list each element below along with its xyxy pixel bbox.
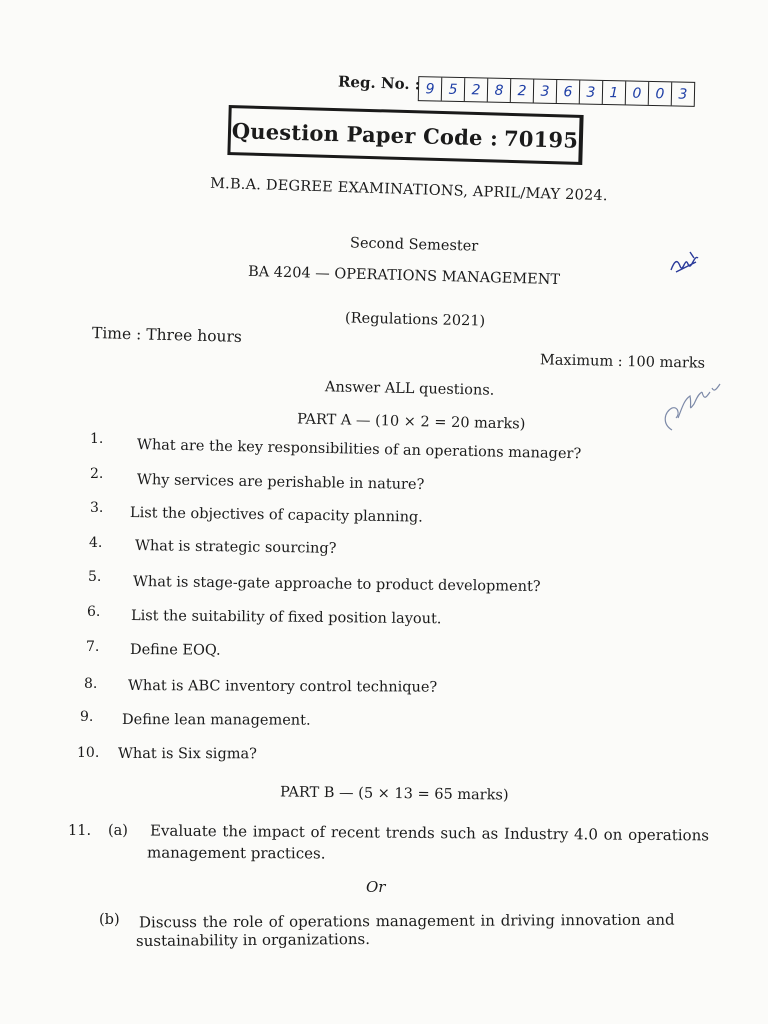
reg-no-digit: 5 — [442, 78, 465, 101]
question-number: 6. — [87, 604, 101, 620]
reg-no-digit: 2 — [465, 78, 488, 101]
question-text: List the suitability of fixed position layout. — [130, 608, 442, 628]
question-text: Define lean management. — [121, 712, 311, 729]
question-paper-code-box — [227, 105, 583, 165]
reg-no-boxes — [418, 76, 695, 107]
reg-no-label: Reg. No. : — [337, 72, 421, 94]
question-text: What is strategic sourcing? — [134, 538, 337, 557]
question-text: List the objectives of capacity planning. — [129, 505, 423, 526]
reg-no-digit: 3 — [580, 80, 603, 103]
q11a-line-1: Evaluate the impact of recent trends such as Industry 4.0 on operations — [149, 821, 710, 845]
regulations: (Regulations 2021) — [344, 310, 486, 330]
reg-no-digit: 3 — [678, 86, 688, 103]
semester: Second Semester — [349, 235, 479, 255]
question-number: 5. — [88, 569, 102, 585]
question-number: 2. — [90, 466, 104, 482]
question-number: 7. — [86, 639, 100, 655]
reg-no-digit: 0 — [626, 81, 649, 104]
handwritten-signature — [658, 378, 728, 438]
code-label: Question Paper Code : — [231, 117, 499, 151]
question-number: 8. — [84, 676, 98, 692]
instruction: Answer ALL questions. — [324, 379, 495, 399]
question-text: What is Six sigma? — [117, 746, 257, 763]
or-separator: Or — [366, 878, 386, 896]
q11a-label: (a) — [108, 823, 128, 839]
question-number: 1. — [90, 431, 104, 447]
question-number: 3. — [90, 500, 104, 516]
time-allowed: Time : Three hours — [91, 324, 243, 346]
part-a-title: PART A — (10 × 2 = 20 marks) — [296, 411, 526, 433]
q11b-label: (b) — [99, 912, 120, 928]
code-value: 70195 — [503, 125, 579, 153]
exam-title: M.B.A. DEGREE EXAMINATIONS, APRIL/MAY 2024. — [209, 175, 608, 205]
q11b-line-1: Discuss the role of operations management in driving innovation and — [138, 910, 675, 932]
reg-no-digit: 8 — [488, 79, 511, 102]
question-text: Why services are perishable in nature? — [136, 472, 425, 494]
question-text: What are the key responsibilities of an operations manager? — [136, 437, 582, 463]
reg-no-digit: 3 — [534, 80, 557, 103]
reg-no-digit: 6 — [557, 80, 580, 103]
reg-no-digit: 1 — [603, 81, 626, 104]
question-text: Define EOQ. — [129, 642, 221, 659]
course-title: BA 4204 — OPERATIONS MANAGEMENT — [247, 263, 561, 289]
question-number: 10. — [77, 745, 100, 761]
question-number: 4. — [89, 535, 103, 551]
question-text: What is stage-gate approache to product development? — [132, 574, 541, 595]
q11-number: 11. — [68, 823, 92, 839]
question-number: 9. — [80, 709, 94, 725]
q11a-line-2: management practices. — [146, 843, 326, 863]
reg-no-digit: 0 — [649, 82, 672, 105]
reg-no-digit: 2 — [511, 79, 534, 102]
q11b-line-2: sustainability in organizations. — [135, 929, 371, 951]
part-b-title: PART B — (5 × 13 = 65 marks) — [279, 784, 509, 804]
question-text: What is ABC inventory control technique? — [127, 678, 438, 696]
reg-no-digit: 9 — [419, 77, 442, 100]
maximum-marks: Maximum : 100 marks — [539, 352, 706, 372]
handwritten-scribble-mark — [668, 248, 702, 276]
